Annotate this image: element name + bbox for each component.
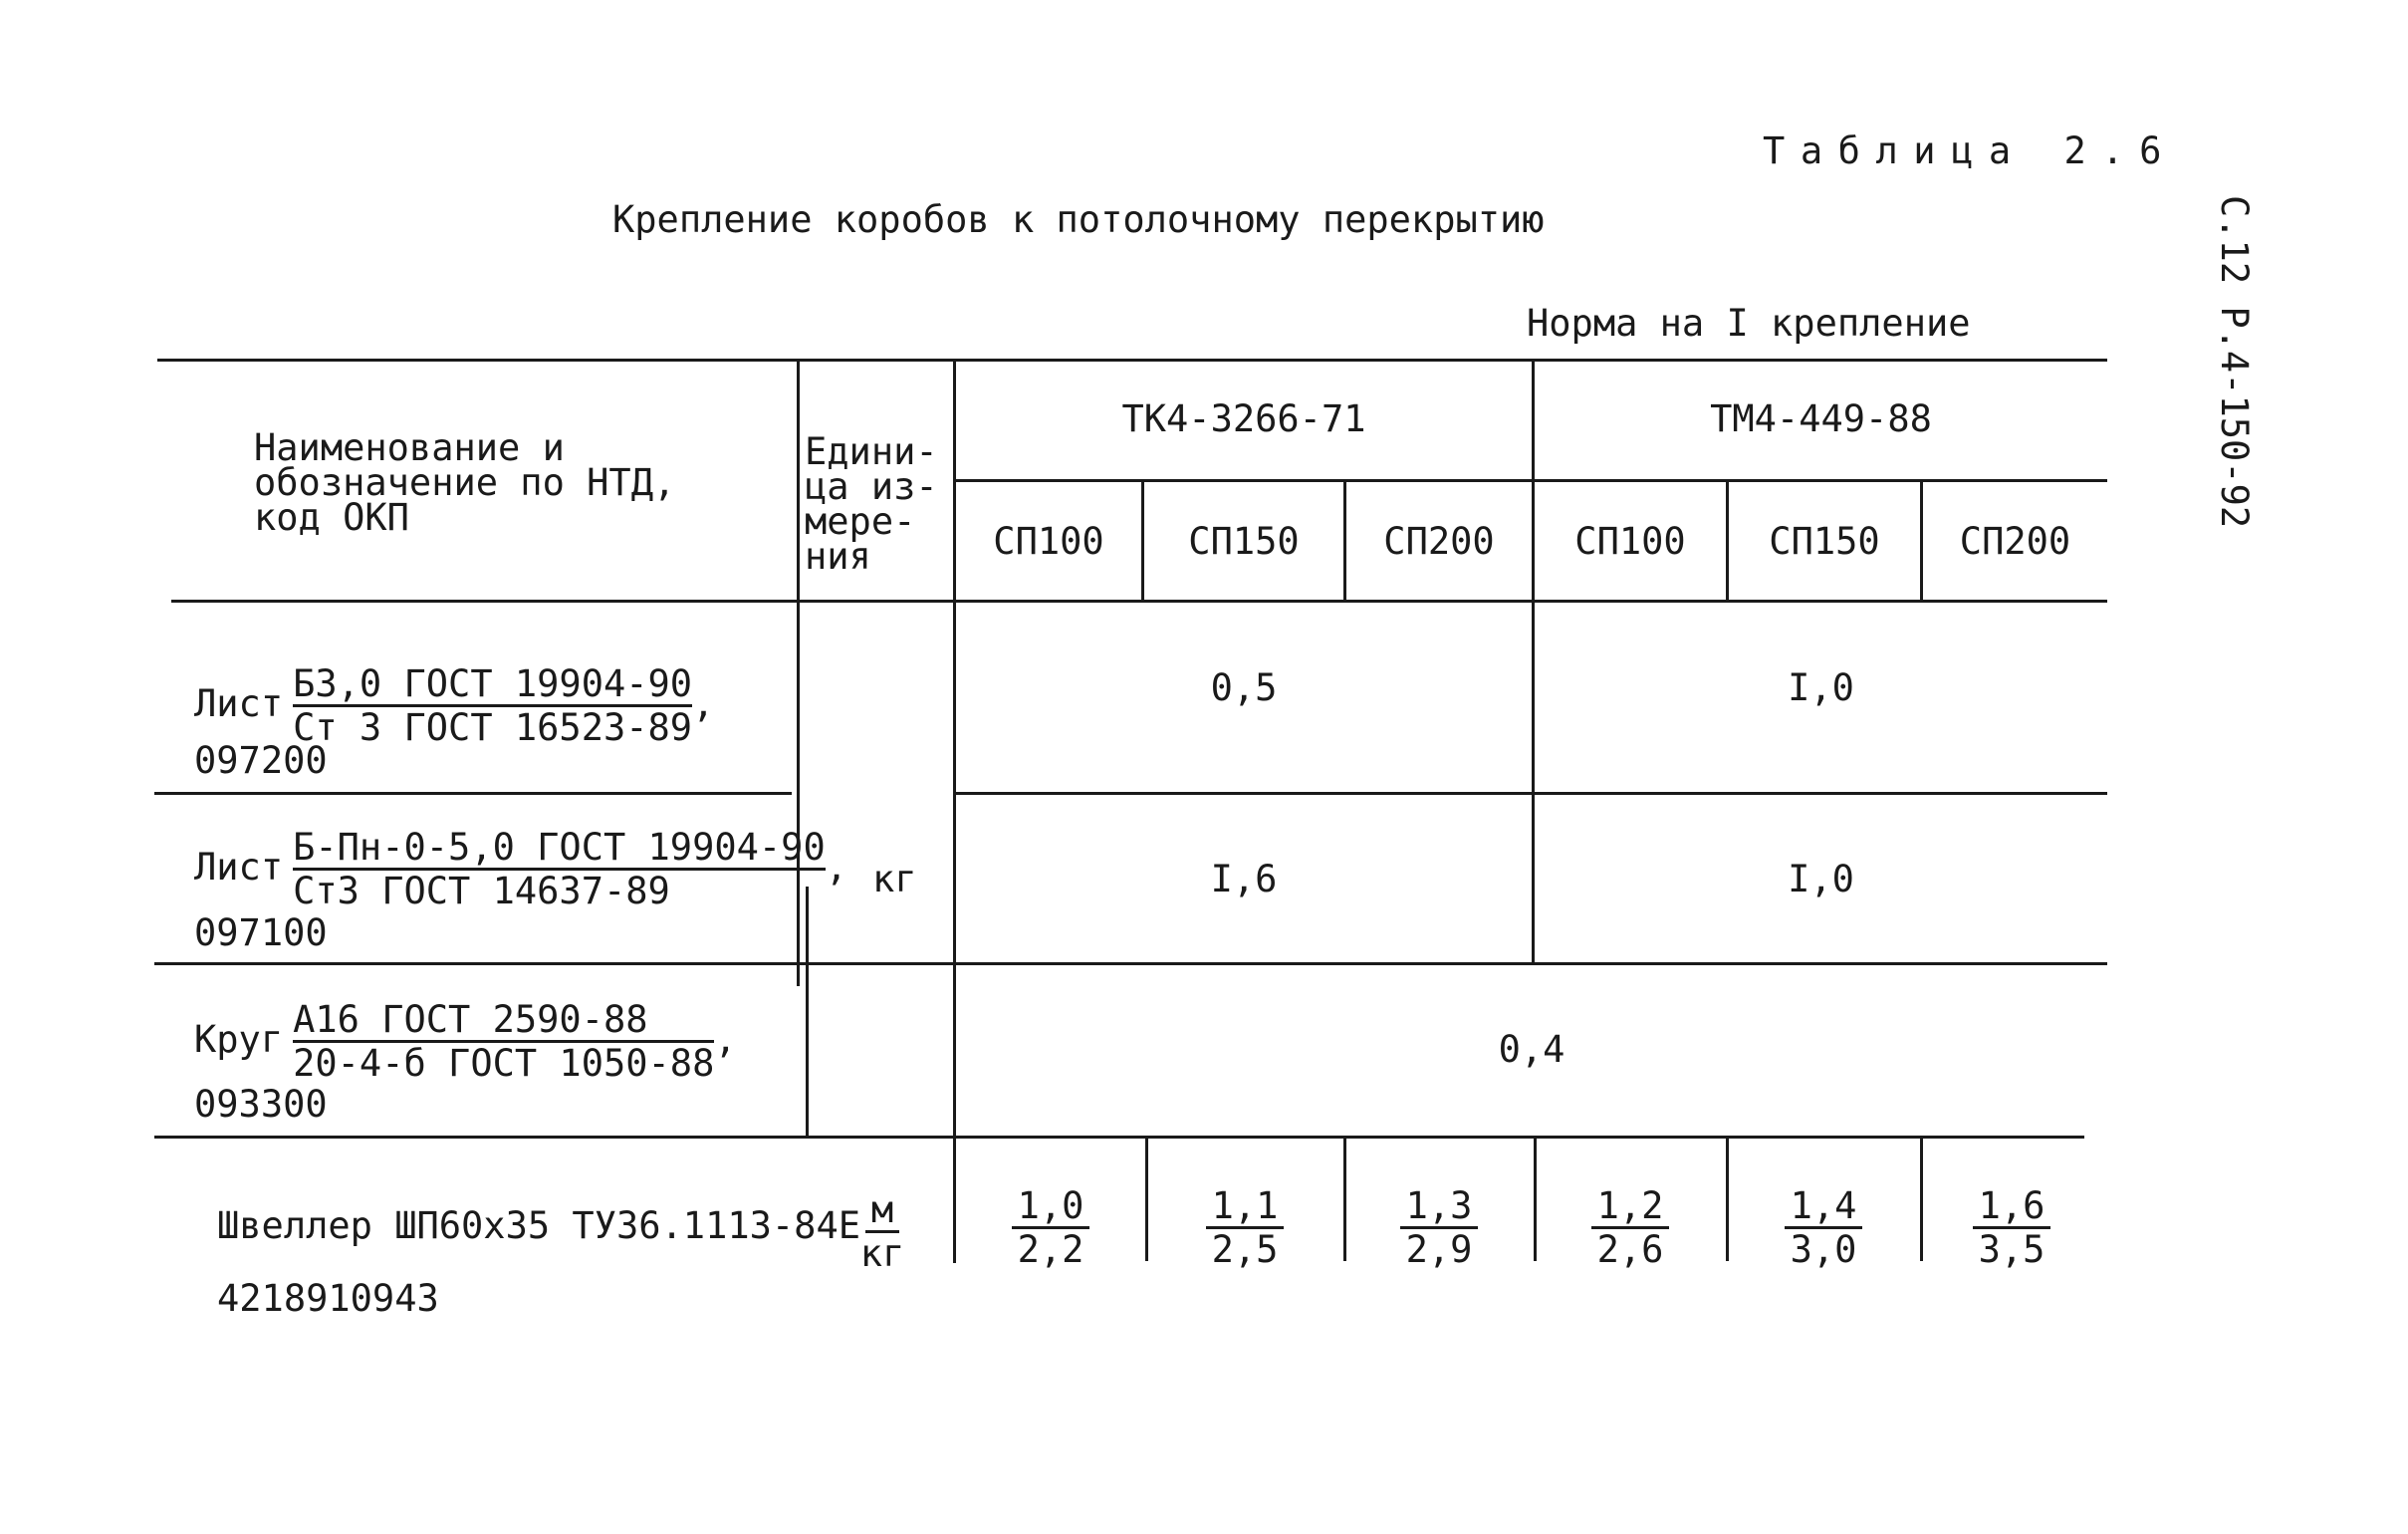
row-2-suffix: , xyxy=(825,846,848,889)
channel-value-2 xyxy=(1180,1184,1310,1271)
channel-value-2-num: 1,1 xyxy=(1206,1187,1285,1229)
unit-kg: кг xyxy=(872,858,917,900)
channel-value-3-den: 2,9 xyxy=(1405,1228,1473,1271)
rule-last-1 xyxy=(1145,1136,1148,1261)
channel-value-5-num: 1,4 xyxy=(1785,1187,1863,1229)
row-3-fraction xyxy=(293,998,715,1085)
header-name-line-2: обозначение по НТД, xyxy=(254,461,676,505)
channel-value-5 xyxy=(1759,1184,1888,1271)
row-2-prefix: Лист xyxy=(194,846,284,889)
subcol-4: СП100 xyxy=(1574,519,1686,563)
header-group-1: ТК4-3266-71 xyxy=(1121,397,1366,440)
header-group-2: ТМ4-449-88 xyxy=(1710,397,1932,440)
header-name-line-3: код ОКП xyxy=(254,496,409,540)
norm-caption: Норма на I крепление xyxy=(1527,302,1971,345)
header-unit-line-3: мере- xyxy=(805,500,916,544)
channel-value-6-num: 1,6 xyxy=(1973,1187,2051,1229)
channel-value-5-den: 3,0 xyxy=(1790,1228,1857,1271)
channel-value-3 xyxy=(1374,1184,1504,1271)
row-1-value-group-2: I,0 xyxy=(1788,665,1854,709)
header-unit-line-2: ца из- xyxy=(805,465,938,509)
channel-code: 4218910943 xyxy=(217,1277,439,1320)
channel-value-4 xyxy=(1565,1184,1695,1271)
subcol-1: СП100 xyxy=(993,519,1104,563)
channel-value-6-den: 3,5 xyxy=(1978,1228,2046,1271)
channel-unit-num: м xyxy=(865,1191,899,1233)
channel-name: Швеллер ШП60х35 ТУ36.1113-84Е xyxy=(217,1204,861,1247)
row-3-denominator: 20-4-б ГОСТ 1050-88 xyxy=(293,1042,715,1085)
header-unit-line-4: ния xyxy=(805,535,871,579)
row-1-code: 097200 xyxy=(194,739,328,782)
row-2-name xyxy=(194,826,848,912)
row-3-code: 093300 xyxy=(194,1083,328,1126)
channel-value-4-num: 1,2 xyxy=(1591,1187,1670,1229)
channel-value-1-den: 2,2 xyxy=(1017,1228,1084,1271)
row-2-denominator: Ст3 ГОСТ 14637-89 xyxy=(293,870,670,912)
row-1-prefix: Лист xyxy=(194,682,284,725)
subcol-3: СП200 xyxy=(1383,519,1495,563)
channel-value-6 xyxy=(1947,1184,2076,1271)
row-1-fraction xyxy=(293,662,693,749)
channel-value-4-den: 2,6 xyxy=(1596,1228,1664,1271)
row-3-value-all: 0,4 xyxy=(1498,1027,1565,1071)
row-1-denominator: Ст 3 ГОСТ 16523-89 xyxy=(293,706,693,749)
row-2-value-group-1: I,6 xyxy=(1210,857,1278,900)
rule-last-5 xyxy=(1920,1136,1923,1261)
row-3-name xyxy=(194,998,737,1085)
row-3-suffix: , xyxy=(714,1018,737,1061)
table-title: Крепление коробов к потолочному перекрытию xyxy=(612,198,1545,241)
rule-row3 xyxy=(154,1136,2084,1139)
rule-last-2 xyxy=(1343,1136,1346,1261)
row-2-numerator: Б-Пн-0-5,0 ГОСТ 19904-90 xyxy=(293,826,826,869)
channel-unit-fraction xyxy=(840,1188,925,1275)
row-2-fraction xyxy=(293,826,826,912)
channel-unit-den: кг xyxy=(859,1232,905,1275)
row-2-code: 097100 xyxy=(194,911,328,954)
header-unit-line-1: Едини- xyxy=(805,430,938,473)
channel-value-1 xyxy=(986,1184,1115,1271)
subcol-5: СП150 xyxy=(1769,519,1880,563)
row-1-numerator: Б3,0 ГОСТ 19904-90 xyxy=(293,662,693,705)
row-3-prefix: Круг xyxy=(194,1018,284,1061)
header-name-col xyxy=(254,426,676,540)
channel-value-2-den: 2,5 xyxy=(1211,1228,1279,1271)
rule-last-4 xyxy=(1726,1136,1729,1261)
subcol-2: СП150 xyxy=(1188,519,1300,563)
rule-name-unit-lower xyxy=(806,887,809,1136)
rule-last-3 xyxy=(1534,1136,1537,1261)
row-1-name xyxy=(194,662,715,749)
side-mark: С.12 Р.4-150-92 xyxy=(2213,195,2256,529)
channel-value-3-num: 1,3 xyxy=(1400,1187,1479,1229)
row-2-value-group-2: I,0 xyxy=(1788,857,1854,900)
subcol-6: СП200 xyxy=(1959,519,2071,563)
row-1-value-group-1: 0,5 xyxy=(1210,665,1278,709)
table-label: Таблица 2.6 xyxy=(1763,129,2177,172)
header-unit-col xyxy=(805,430,938,579)
channel-value-1-num: 1,0 xyxy=(1012,1187,1090,1229)
header-name-line-1: Наименование и xyxy=(254,426,565,469)
rule-row1-name xyxy=(154,792,792,795)
row-1-suffix: , xyxy=(692,682,715,725)
row-3-numerator: А16 ГОСТ 2590-88 xyxy=(293,1001,714,1043)
